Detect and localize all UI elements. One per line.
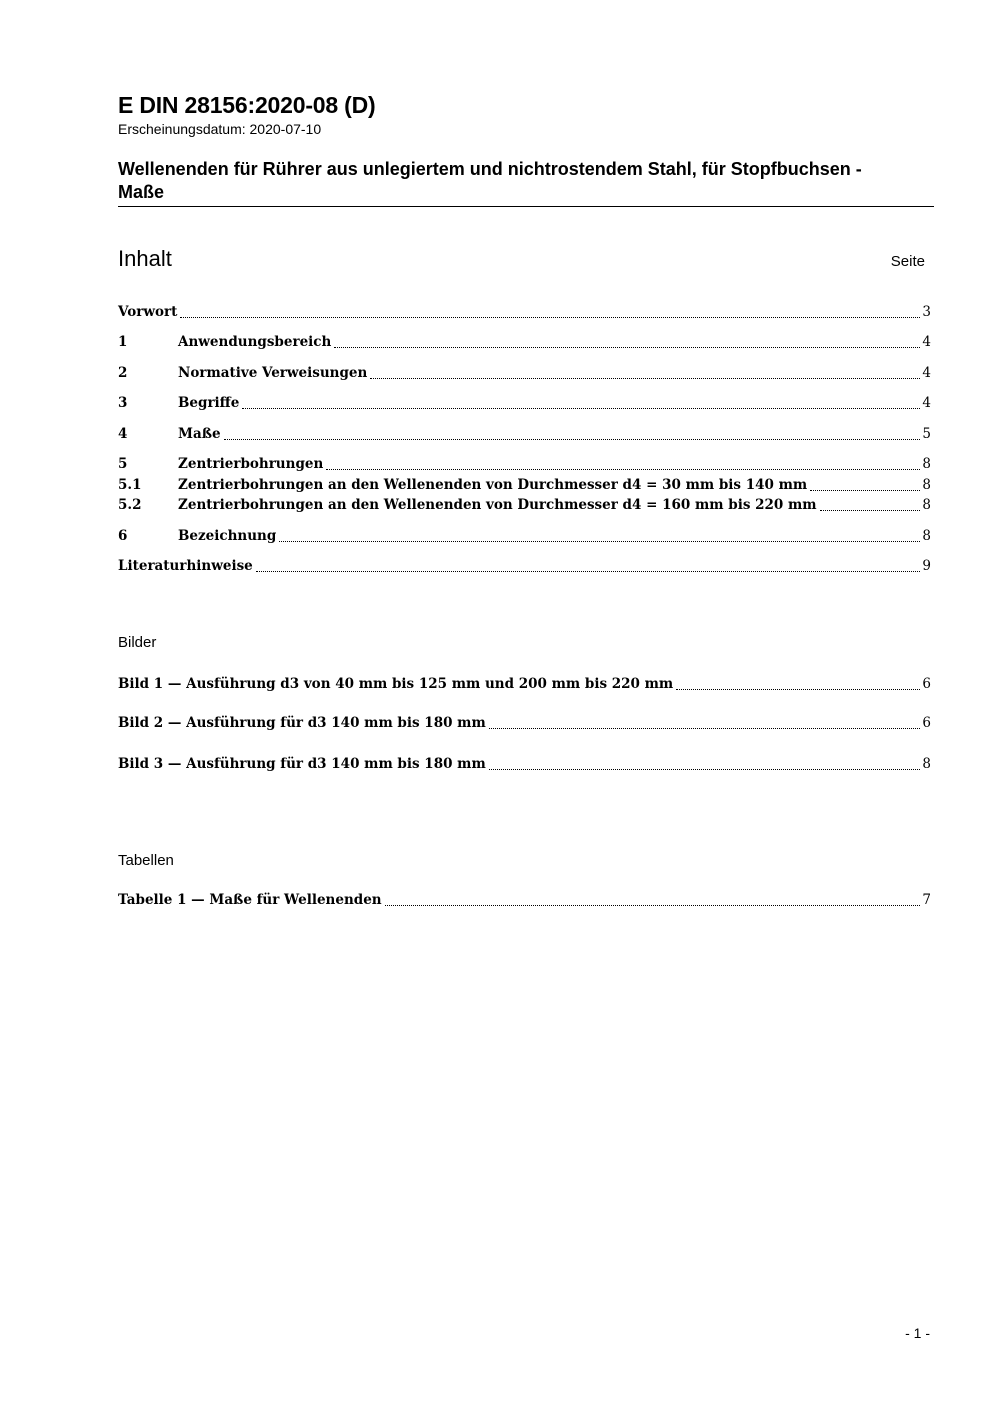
contents-heading: Inhalt (118, 246, 172, 271)
figure-entry-page: 6 (922, 715, 931, 731)
toc-entry-number: 5 (118, 456, 128, 472)
table-entry-text: Tabelle 1 — Maße für Wellenenden (118, 892, 382, 908)
figure-entry-page: 6 (922, 676, 931, 692)
toc-entry-number: 1 (118, 334, 128, 350)
title-divider (118, 206, 934, 207)
toc-entry-text: Vorwort (118, 304, 178, 320)
dot-leader (820, 509, 921, 511)
toc-entry[interactable] (118, 475, 931, 495)
table-entry-page: 7 (922, 892, 931, 908)
toc-entry-text: Begriffe (178, 395, 240, 411)
toc-entry[interactable] (118, 424, 931, 444)
dot-leader (242, 407, 920, 409)
toc-entry-text: Maße (178, 426, 221, 442)
toc-entry-text: Zentrierbohrungen (178, 456, 324, 472)
toc-entry-number: 3 (118, 395, 128, 411)
toc-entry-number: 4 (118, 426, 128, 442)
toc-entry-page: 8 (922, 456, 931, 472)
tables-heading: Tabellen (118, 852, 174, 869)
figure-entry-page: 8 (922, 756, 931, 772)
toc-entry-page: 5 (922, 426, 931, 442)
figure-entry[interactable] (118, 754, 931, 774)
dot-leader (180, 316, 920, 318)
toc-entry-page: 9 (922, 558, 931, 574)
publication-date: Erscheinungsdatum: 2020-07-10 (118, 121, 322, 137)
figure-entry[interactable] (118, 713, 931, 733)
toc-entry-page: 4 (922, 365, 931, 381)
dot-leader (810, 489, 920, 491)
toc-entry-number: 5.2 (118, 497, 142, 513)
toc-entry-page: 8 (922, 477, 931, 493)
dot-leader (676, 688, 920, 690)
figure-entry-text: Bild 2 — Ausführung für d3 140 mm bis 180 mm (118, 715, 486, 731)
figure-entry[interactable] (118, 674, 931, 694)
toc-entry[interactable] (118, 495, 931, 515)
dot-leader (489, 768, 921, 770)
toc-entry[interactable] (118, 302, 931, 322)
figure-entry-text: Bild 1 — Ausführung d3 von 40 mm bis 125 mm und 200 mm bis 220 mm (118, 676, 674, 692)
toc-entry[interactable] (118, 363, 931, 383)
dot-leader (224, 438, 921, 440)
dot-leader (385, 904, 921, 906)
toc-entry-page: 8 (922, 497, 931, 513)
toc-entry[interactable] (118, 526, 931, 546)
toc-entry-page: 4 (922, 334, 931, 350)
toc-entry-page: 4 (922, 395, 931, 411)
figure-entry-text: Bild 3 — Ausführung für d3 140 mm bis 180 mm (118, 756, 486, 772)
toc-entry-number: 2 (118, 365, 128, 381)
toc-entry-text: Anwendungsbereich (178, 334, 332, 350)
toc-entry-text: Normative Verweisungen (178, 365, 368, 381)
document-title: Wellenenden für Rührer aus unlegiertem und nichtrostendem Stahl, für Stopfbuchsen - Maße (118, 159, 862, 202)
toc-entry[interactable] (118, 332, 931, 352)
page-number: - 1 - (905, 1325, 930, 1341)
toc-entry-page: 8 (922, 528, 931, 544)
toc-entry-text: Literaturhinweise (118, 558, 253, 574)
dot-leader (279, 540, 920, 542)
toc-entry[interactable] (118, 556, 931, 576)
document-id: E DIN 28156:2020-08 (D) (118, 92, 376, 118)
toc-entry[interactable] (118, 454, 931, 474)
toc-entry-number: 6 (118, 528, 128, 544)
dot-leader (489, 727, 921, 729)
table-entry[interactable] (118, 890, 931, 910)
figures-heading: Bilder (118, 634, 157, 651)
toc-entry-text: Bezeichnung (178, 528, 277, 544)
dot-leader (326, 468, 920, 470)
toc-entry[interactable] (118, 393, 931, 413)
page-column-label: Seite (890, 253, 925, 270)
dot-leader (370, 377, 920, 379)
toc-entry-text: Zentrierbohrungen an den Wellenenden von Durchmesser d4 = 30 mm bis 140 mm (178, 477, 808, 493)
toc-entry-text: Zentrierbohrungen an den Wellenenden von Durchmesser d4 = 160 mm bis 220 mm (178, 497, 817, 513)
dot-leader (256, 570, 921, 572)
dot-leader (334, 346, 920, 348)
toc-entry-number: 5.1 (118, 477, 142, 493)
toc-entry-page: 3 (922, 304, 931, 320)
